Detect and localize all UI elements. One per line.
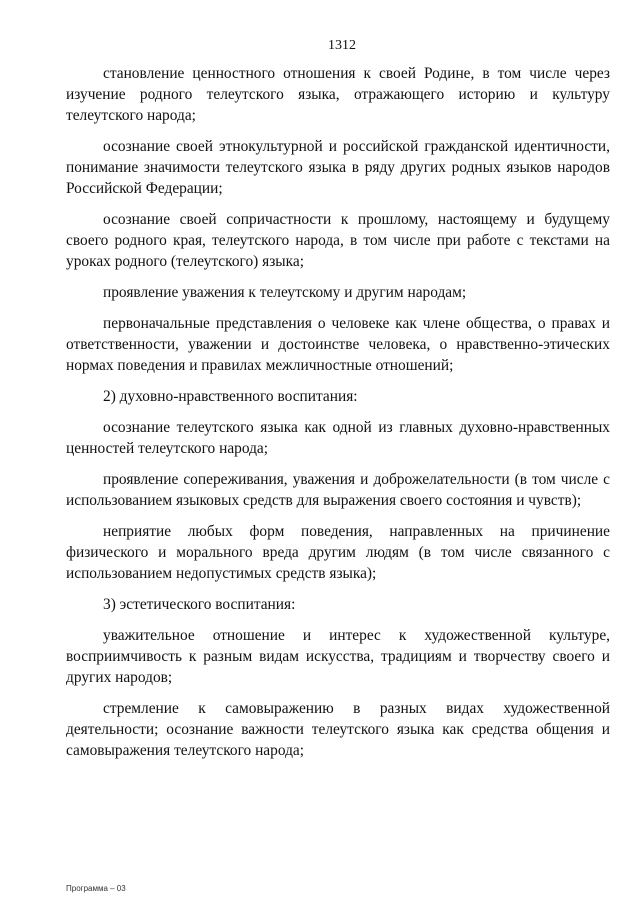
document-body [66,63,610,771]
paragraph: становление ценностного отношения к своей Родине, в том числе через изучение родного телеутского языка, отражающего историю и культуру телеутского народа; [66,65,610,124]
section-heading: 2) духовно-нравственного воспитания: [103,388,358,405]
paragraph: проявление уважения к телеутскому и другим народам; [103,284,467,301]
paragraph: первоначальные представления о человеке как члене общества, о правах и ответственности, уважении и достоинстве человека, о нравственно-этических нормах поведения и правилах межличностные отношений; [66,315,610,374]
paragraph: осознание своей сопричастности к прошлому, настоящему и будущему своего родного края, телеутского народа, в том числе при работе с текстами на уроках родного (телеутского) языка; [66,211,610,270]
section-heading: 3) эстетического воспитания: [103,596,296,613]
paragraph: уважительное отношение и интерес к художественной культуре, восприимчивость к разным видам искусства, традициям и творчеству своего и других народов; [66,627,610,686]
paragraph: осознание телеутского языка как одной из главных духовно-нравственных ценностей телеутского народа; [66,419,610,457]
paragraph: неприятие любых форм поведения, направленных на причинение физического и морального вреда другим людям (в том числе связанного с использованием недопустимых средств языка); [66,523,610,582]
page-number: 1312 [328,38,356,53]
paragraph: осознание своей этнокультурной и российской гражданской идентичности, понимание значимости телеутского языка в ряду других родных языков народов Российской Федерации; [66,138,610,197]
footer-label: Программа – 03 [66,884,126,893]
paragraph: стремление к самовыражению в разных видах художественной деятельности; осознание важности телеутского языка как средства общения и самовыражения телеутского народа; [66,700,610,759]
paragraph: проявление сопереживания, уважения и доброжелательности (в том числе с использованием языковых средств для выражения своего состояния и чувств); [66,471,610,509]
